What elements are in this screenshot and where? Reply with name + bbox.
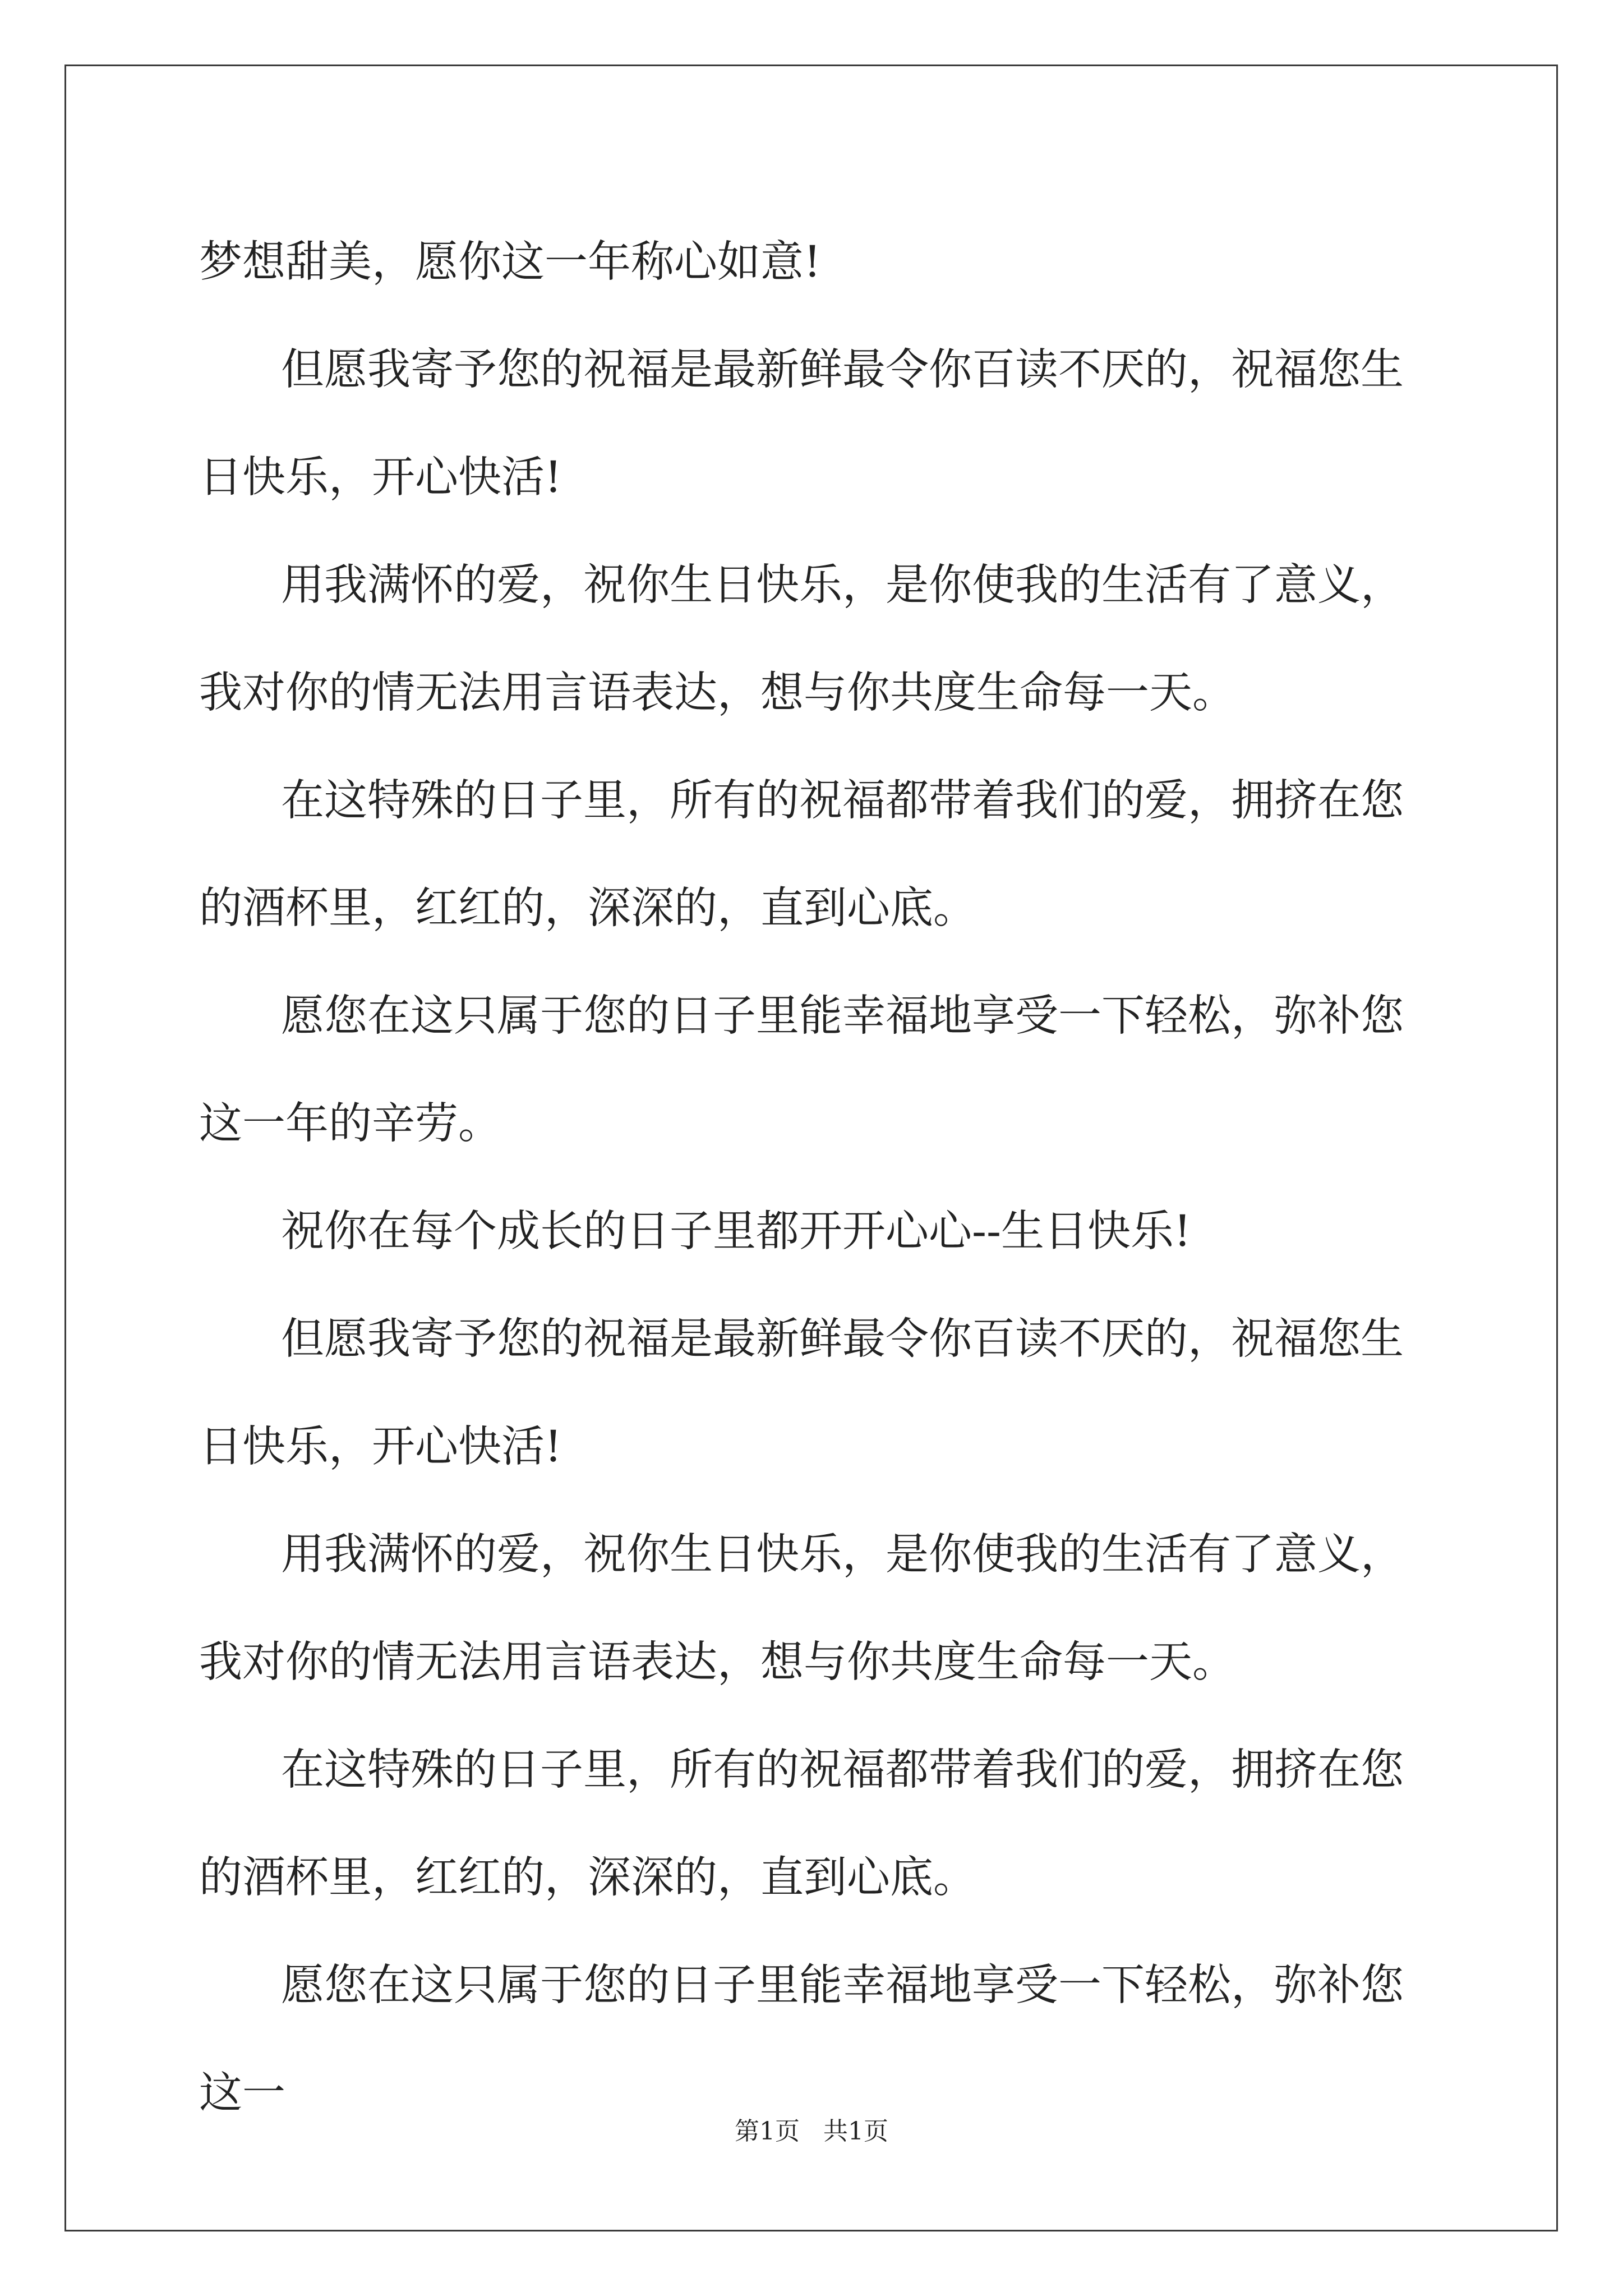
paragraph-4: 在这特殊的日子里，所有的祝福都带着我们的爱，拥挤在您的酒杯里，红红的，深深的，直到心底。: [199, 776, 1404, 933]
paragraph-6: 祝你在每个成长的日子里都开开心心--生日快乐!: [281, 1207, 1191, 1257]
paragraph-9: 在这特殊的日子里，所有的祝福都带着我们的爱，拥挤在您的酒杯里，红红的，深深的，直到心底。: [199, 1745, 1404, 1903]
paragraph-7: 但愿我寄予您的祝福是最新鲜最令你百读不厌的，祝福您生日快乐，开心快活!: [199, 1314, 1404, 1472]
document-body: [199, 209, 1438, 2147]
paragraph-10: 愿您在这只属于您的日子里能幸福地享受一下轻松，弥补您这一: [199, 1961, 1404, 2118]
paragraph-1: 梦想甜美，愿你这一年称心如意!: [199, 237, 821, 287]
paragraph-8: 用我满怀的爱，祝你生日快乐，是你使我的生活有了意义，我对你的情无法用言语表达，想与你共度生命每一天。: [199, 1530, 1404, 1687]
page-number-footer: 第1页 共1页: [735, 2117, 888, 2146]
paragraph-5: 愿您在这只属于您的日子里能幸福地享受一下轻松，弥补您这一年的辛劳。: [199, 991, 1404, 1149]
paragraph-3: 用我满怀的爱，祝你生日快乐，是你使我的生活有了意义，我对你的情无法用言语表达，想与你共度生命每一天。: [199, 560, 1404, 718]
paragraph-2: 但愿我寄予您的祝福是最新鲜最令你百读不厌的，祝福您生日快乐，开心快活!: [199, 345, 1404, 503]
